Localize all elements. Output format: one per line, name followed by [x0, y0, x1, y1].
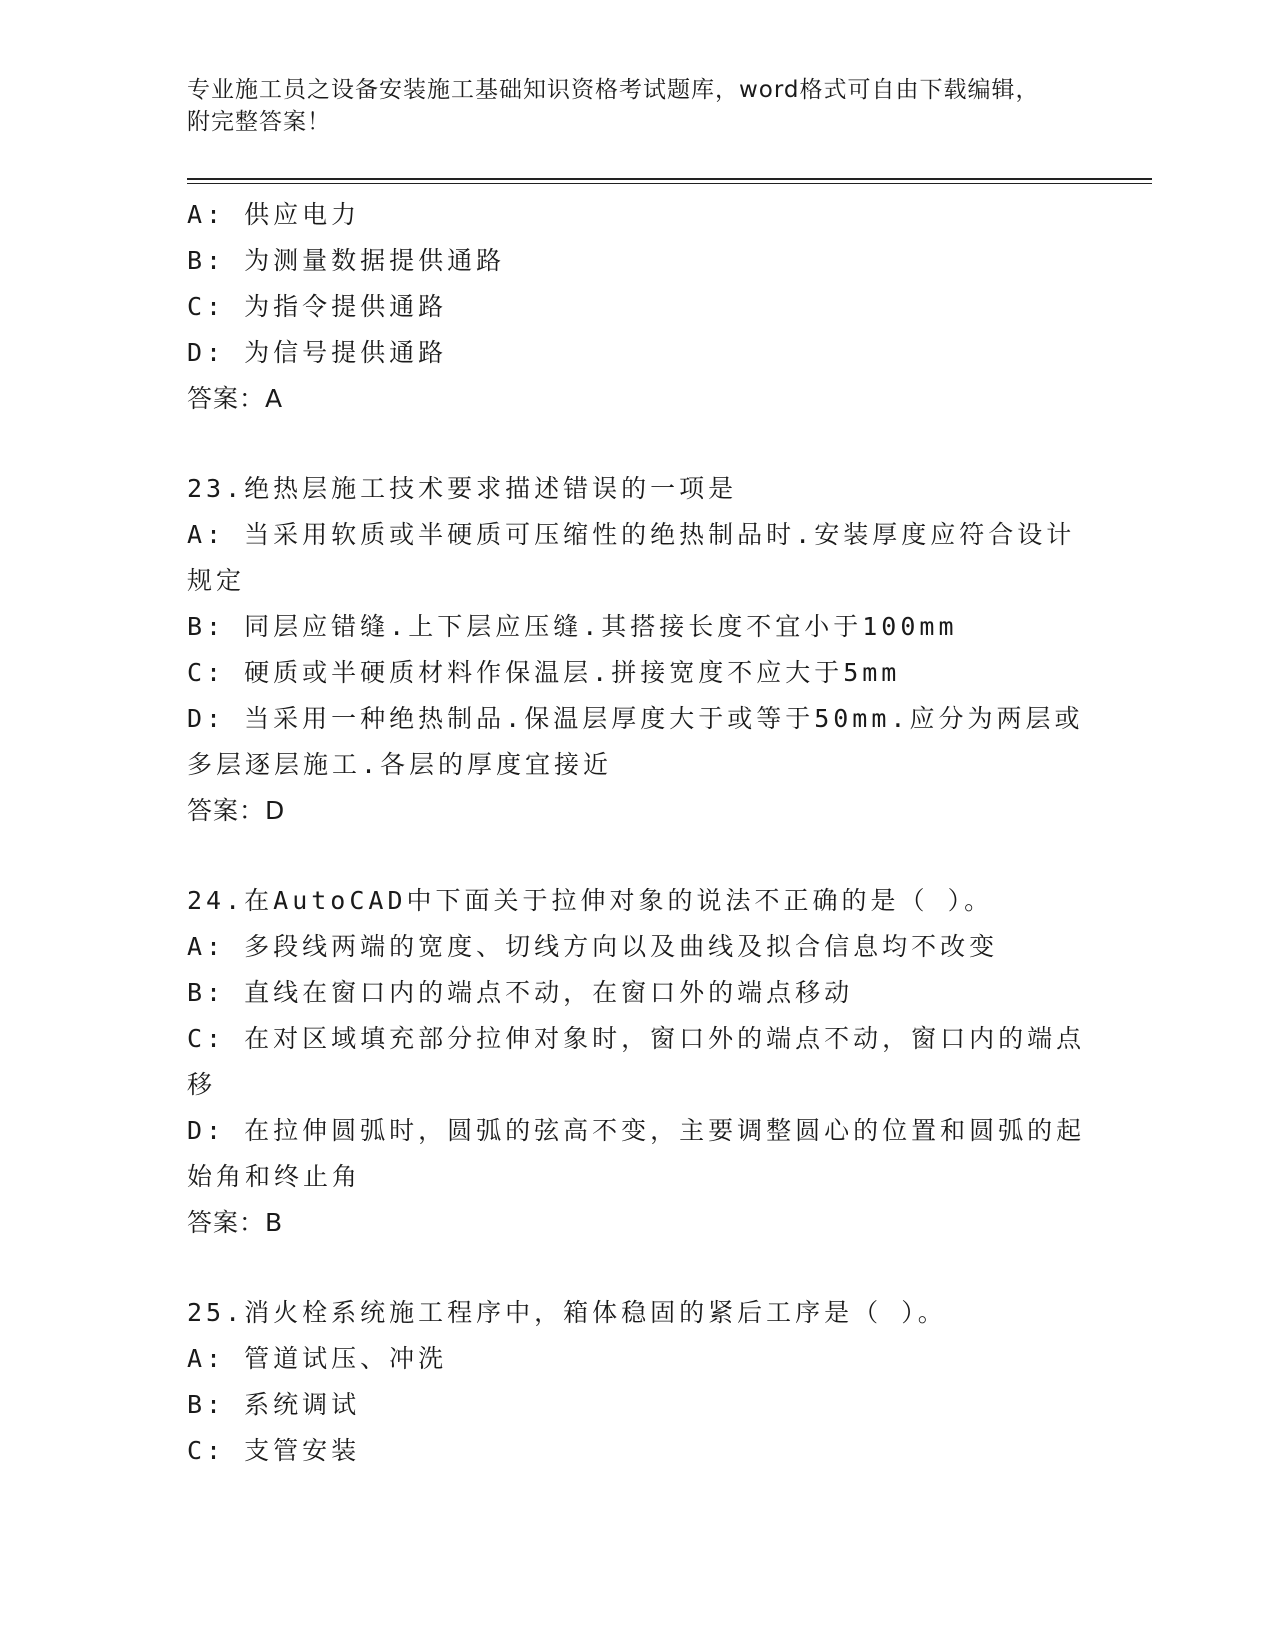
option-b: B: 为测量数据提供通路: [187, 246, 506, 275]
option-a: A: 管道试压、冲洗: [187, 1344, 448, 1373]
question-text: 24.在AutoCAD中下面关于拉伸对象的说法不正确的是（ ）。: [187, 886, 994, 915]
option-d: D: 当采用一种绝热制品.保温层厚度大于或等于50mm.应分为两层或多层逐层施工.各层的厚度宜接近: [187, 704, 1084, 779]
option-d: D: 在拉伸圆弧时，圆弧的弦高不变，主要调整圆心的位置和圆弧的起始角和终止角: [187, 1116, 1086, 1191]
question-23: [187, 466, 1087, 834]
option-d: D: 为信号提供通路: [187, 338, 448, 367]
document-header: [187, 74, 1087, 138]
question-22: [187, 192, 1087, 422]
option-a: A: 供应电力: [187, 200, 361, 229]
spacer: [187, 1246, 1087, 1290]
option-c: C: 支管安装: [187, 1436, 361, 1465]
option-c: C: 为指令提供通路: [187, 292, 448, 321]
answer: 答案：B: [187, 1208, 284, 1237]
option-b: B: 同层应错缝.上下层应压缝.其搭接长度不宜小于100mm: [187, 612, 958, 641]
option-c: C: 在对区域填充部分拉伸对象时，窗口外的端点不动，窗口内的端点移: [187, 1024, 1086, 1099]
question-list: [187, 192, 1087, 1474]
header-line-2: 附完整答案！: [187, 109, 331, 135]
question-text: 23.绝热层施工技术要求描述错误的一项是: [187, 474, 738, 503]
option-a: A: 当采用软质或半硬质可压缩性的绝热制品时.安装厚度应符合设计规定: [187, 520, 1076, 595]
question-24: [187, 878, 1087, 1246]
option-a: A: 多段线两端的宽度、切线方向以及曲线及拟合信息均不改变: [187, 932, 999, 961]
header-line-1: 专业施工员之设备安装施工基础知识资格考试题库，word格式可自由下载编辑，: [187, 77, 1040, 103]
spacer: [187, 834, 1087, 878]
spacer: [187, 422, 1087, 466]
option-b: B: 系统调试: [187, 1390, 361, 1419]
question-text: 25.消火栓系统施工程序中，箱体稳固的紧后工序是（ ）。: [187, 1298, 947, 1327]
header-divider: [187, 178, 1152, 184]
question-25: [187, 1290, 1087, 1474]
answer: 答案：D: [187, 796, 286, 825]
option-c: C: 硬质或半硬质材料作保温层.拼接宽度不应大于5mm: [187, 658, 901, 687]
answer: 答案：A: [187, 384, 284, 413]
option-b: B: 直线在窗口内的端点不动，在窗口外的端点移动: [187, 978, 854, 1007]
